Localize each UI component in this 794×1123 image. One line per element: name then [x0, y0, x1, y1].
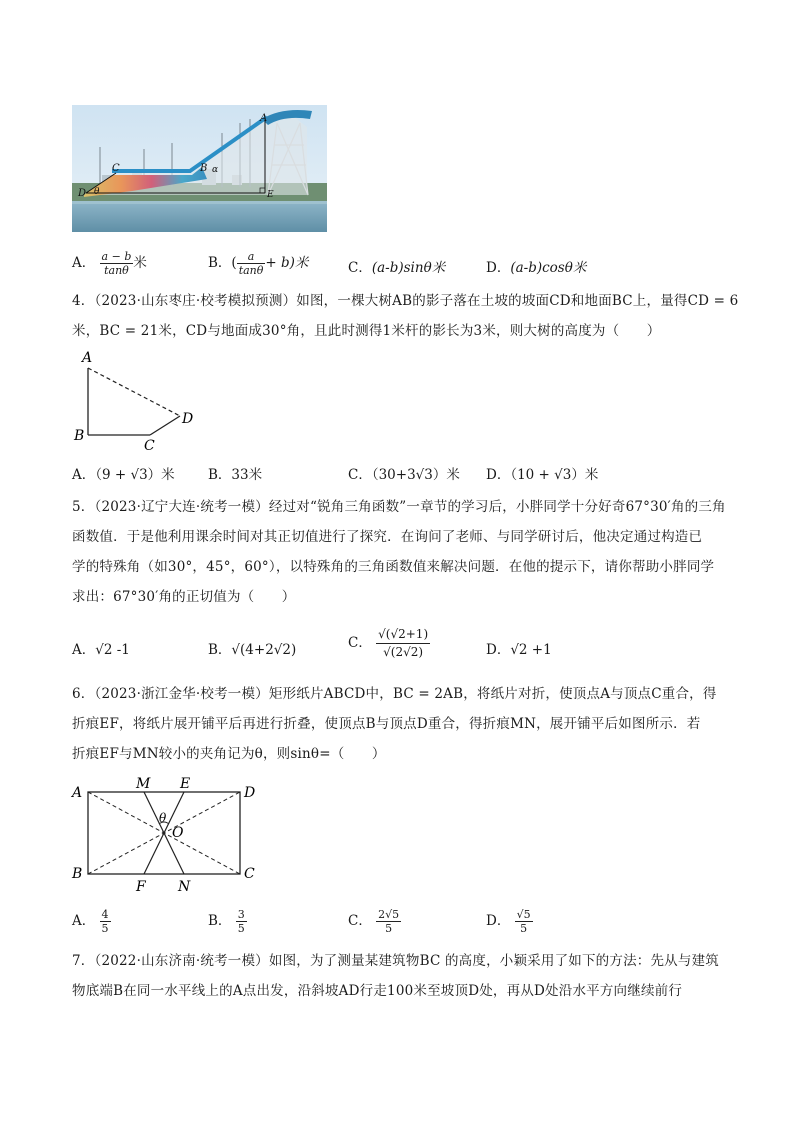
photo-label-a: A — [260, 113, 268, 124]
q6-stem-line-3: 折痕EF与MN较小的夹角记为θ，则sinθ=（ ） — [72, 746, 386, 762]
fraction-denominator: 5 — [237, 922, 245, 935]
q4-figure — [72, 350, 212, 450]
fraction-numerator: 4 — [101, 908, 109, 921]
fraction-denominator: tanθ — [238, 264, 264, 277]
option-text: √2 -1 — [95, 642, 130, 658]
fraction-denominator: 5 — [520, 922, 528, 935]
ski-jump-photo — [72, 105, 327, 232]
option-letter: A． — [72, 642, 96, 658]
q6-option-c[interactable] — [348, 908, 401, 935]
q6-label-b: B — [72, 866, 83, 882]
q6-label-e: E — [180, 776, 191, 792]
option-letter: C． — [348, 635, 372, 651]
unit: 米 — [133, 255, 147, 271]
fraction-denominator: √(2√2) — [383, 645, 424, 659]
fraction-denominator: 5 — [101, 922, 109, 935]
option-letter: B． — [208, 913, 232, 929]
fraction-numerator: √(√2+1) — [376, 626, 430, 644]
option-letter: C． — [348, 260, 372, 276]
option-text: (a-b)cosθ米 — [510, 260, 587, 276]
option-text: + b)米 — [265, 255, 309, 271]
option-text: √(4+2√2) — [231, 642, 297, 658]
q4-option-b[interactable]: B．33米 — [208, 467, 263, 483]
option-letter: B． — [208, 642, 232, 658]
q5-option-b[interactable] — [208, 638, 296, 658]
fraction-numerator: 3 — [237, 908, 245, 921]
q3-option-d[interactable] — [486, 256, 586, 276]
option-letter: D． — [486, 260, 511, 276]
option-text: √2 +1 — [510, 642, 552, 658]
fraction-denominator: 5 — [385, 922, 393, 935]
paren: ( — [231, 255, 237, 271]
q5-option-d[interactable] — [486, 638, 552, 658]
q7-stem-line-1: 7．（2022·山东济南·统考一模）如图，为了测量某建筑物BC 的高度，小颖采用了如下的方法：先从与建筑 — [72, 953, 719, 969]
option-text: (a-b)sinθ米 — [371, 260, 446, 276]
photo-label-b: B — [200, 163, 208, 174]
option-letter: B． — [208, 255, 232, 271]
q5-option-a[interactable] — [72, 638, 130, 658]
photo-label-d: D — [78, 188, 87, 199]
photo-label-c: C — [112, 163, 120, 174]
q3-option-b[interactable] — [208, 250, 308, 277]
q4-label-d: D — [182, 411, 194, 427]
fraction-numerator: 2√5 — [378, 908, 400, 921]
q6-label-n: N — [178, 879, 191, 895]
q4-label-a: A — [82, 350, 93, 366]
q4-stem-line-1: 4．（2023·山东枣庄·校考模拟预测）如图，一棵大树AB的影子落在土坡的坡面CD和地面BC上，量得CD = 6 — [72, 293, 739, 309]
q4-option-c[interactable]: C．（30+3√3）米 — [348, 467, 460, 483]
option-letter: A． — [72, 913, 96, 929]
q4-option-d[interactable]: D．（10 + √3）米 — [486, 467, 599, 483]
q6-figure — [66, 770, 266, 896]
q6-option-d[interactable] — [486, 908, 533, 935]
option-letter: D． — [486, 642, 511, 658]
q5-stem-line-2: 函数值．于是他利用课余时间对其正切值进行了探究．在询问了老师、与同学研讨后，他决定通过构造已 — [72, 529, 703, 545]
q7-stem-line-2: 物底端B在同一水平线上的A点出发，沿斜坡AD行走100米至坡顶D处，再从D处沿水平方向继续前行 — [72, 983, 683, 999]
q5-option-c[interactable] — [348, 626, 430, 661]
q6-label-c: C — [244, 866, 255, 882]
q3-option-c[interactable] — [348, 256, 445, 276]
option-letter: A． — [72, 255, 96, 271]
q6-stem-line-1: 6．（2023·浙江金华·校考一模）矩形纸片ABCD中，BC = 2AB，将纸片对折，使顶点A与顶点C重合，得 — [72, 686, 717, 702]
q6-label-d: D — [244, 785, 256, 801]
fraction-denominator: tanθ — [104, 264, 129, 277]
q6-stem-line-2: 折痕EF，将纸片展开铺平后再进行折叠，使顶点B与顶点D重合，得折痕MN，展开铺平后如图所示．若 — [72, 716, 701, 732]
fraction-numerator: a − b — [101, 250, 132, 263]
q6-label-theta: θ — [159, 811, 167, 825]
q6-label-f: F — [136, 879, 146, 895]
q4-label-b: B — [74, 428, 85, 444]
q5-stem-line-1: 5．（2023·辽宁大连·统考一模）经过对“锐角三角函数”一章节的学习后，小胖同学十分好奇67°30′角的三角 — [72, 499, 726, 515]
q6-label-a: A — [72, 785, 83, 801]
q4-option-a[interactable]: A．（9 + √3）米 — [72, 467, 175, 483]
photo-label-theta: θ — [94, 187, 100, 197]
q6-label-m: M — [136, 776, 151, 792]
photo-label-alpha: α — [212, 165, 219, 175]
q6-label-o: O — [172, 825, 184, 841]
q5-stem-line-4: 求出：67°30′角的正切值为（ ） — [72, 589, 296, 605]
q4-label-c: C — [144, 438, 155, 450]
q6-option-a[interactable] — [72, 908, 111, 935]
fraction-numerator: √5 — [516, 908, 531, 921]
q6-option-b[interactable] — [208, 908, 247, 935]
option-letter: C． — [348, 913, 372, 929]
q3-option-a[interactable] — [72, 250, 147, 277]
photo-label-e: E — [267, 190, 274, 200]
q4-stem-line-2: 米，BC = 21米，CD与地面成30°角，且此时测得1米杆的影长为3米，则大树的高度为（ ） — [72, 323, 661, 339]
option-letter: D． — [486, 913, 511, 929]
q5-stem-line-3: 学的特殊角（如30°，45°，60°），以特殊角的三角函数值来解决问题．在他的提示下，请你帮助小胖同学 — [72, 559, 715, 575]
fraction-numerator: a — [237, 250, 266, 264]
